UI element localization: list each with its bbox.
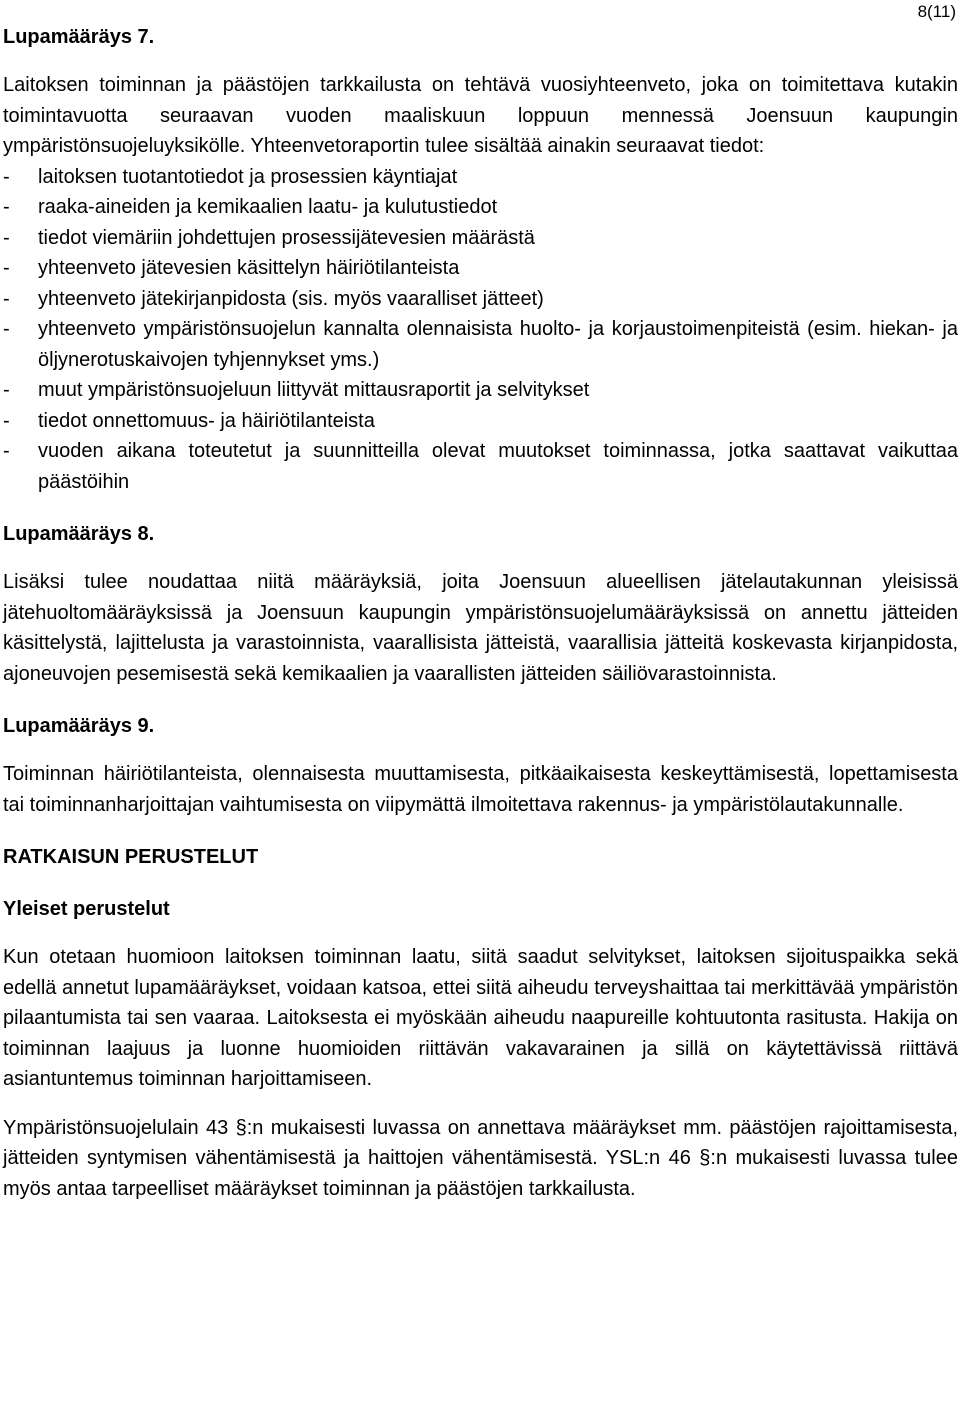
list-dash: - [3, 226, 10, 249]
list-item-text: yhteenveto ympäristönsuojelun kannalta olennaisista huolto- ja korjaustoimenpiteistä (esim. hiekan- ja öljynerotuskaivojen tyhjennykset yms.) [38, 318, 958, 371]
list-item-text: laitoksen tuotantotiedot ja prosessien käyntiajat [38, 165, 458, 188]
list-dash: - [3, 287, 10, 310]
subheading-yleiset-perustelut: Yleiset perustelut [3, 898, 170, 920]
list-item-text: tiedot onnettomuus- ja häiriötilanteista [38, 409, 375, 432]
list-item [3, 253, 958, 284]
list-item-text: muut ympäristönsuojeluun liittyvät mittausraportit ja selvitykset [38, 379, 590, 401]
perustelut-paragraph-1: Kun otetaan huomioon laitoksen toiminnan laatu, siitä saadut selvitykset, laitoksen sijoituspaikka sekä edellä annetut lupamääräykset, voidaan katsoa, ettei siitä aiheudu terveyshaittaa tai merkittävää ympäristön pilaantumista tai sen vaaraa. Laitoksesta ei myöskään aiheudu naapureille kohtuutonta rasitusta. Hakija on toiminnan laajuus ja luonne huomioiden riittävän vakavarainen ja sillä on käytettävissä riittävä asiantuntemus toiminnan harjoittamiseen. [3, 946, 958, 1090]
list-item [3, 192, 958, 223]
list-item [3, 375, 958, 406]
lupamaarays-9-heading: Lupamääräys 9. [3, 715, 155, 737]
list-item [3, 406, 958, 437]
list-item [3, 284, 958, 315]
lupamaarays-7-heading: Lupamääräys 7. [3, 26, 155, 48]
list-dash: - [3, 379, 10, 401]
lupamaarays-8-text: Lisäksi tulee noudattaa niitä määräyksiä, joita Joensuun alueellisen jätelautakunnan yleisissä jätehuoltomääräyksissä ja Joensuun kaupungin ympäristönsuojelumääräyksissä on annettu jätteiden käsittelystä, lajittelusta ja varastoinnista, vaarallisista jätteistä, vaarallisia jätteitä koskevasta kirjanpidosta, ajoneuvojen pesemisestä sekä kemikaalien ja vaarallisten jätteiden säiliövarastoinnista. [3, 571, 958, 685]
section-heading-perustelut: RATKAISUN PERUSTELUT [3, 846, 259, 868]
list-dash: - [3, 318, 10, 340]
lupamaarays-7-intro: Laitoksen toiminnan ja päästöjen tarkkailusta on tehtävä vuosiyhteenveto, joka on toimitettava kutakin toimintavuotta seuraavan vuoden maaliskuun loppuun mennessä Joensuun kaupungin ympäristönsuojeluyksikölle. Yhteenvetoraportin tulee sisältää ainakin seuraavat tiedot: [3, 74, 958, 157]
lupamaarays-8-heading: Lupamääräys 8. [3, 523, 155, 545]
list-item-text: raaka-aineiden ja kemikaalien laatu- ja kulutustiedot [38, 196, 498, 218]
report-contents-list [3, 162, 958, 498]
list-item [3, 436, 958, 497]
document-body [3, 22, 958, 1204]
list-item [3, 223, 958, 254]
list-dash: - [3, 409, 10, 432]
list-item [3, 162, 958, 193]
list-item [3, 314, 958, 375]
list-dash: - [3, 257, 10, 279]
lupamaarays-9-text: Toiminnan häiriötilanteista, olennaisesta muuttamisesta, pitkäaikaisesta keskeyttämisestä, lopettamisesta tai toiminnanharjoittajan vaihtumisesta on viipymättä ilmoitettava rakennus- ja ympäristölautakunnalle. [3, 763, 958, 816]
list-item-text: yhteenveto jätevesien käsittelyn häiriötilanteista [38, 257, 460, 279]
perustelut-paragraph-2: Ympäristönsuojelulain 43 §:n mukaisesti luvassa on annettava määräykset mm. päästöjen rajoittamisesta, jätteiden syntymisen vähentämisestä ja haittojen vähentämisestä. YSL:n 46 §:n mukaisesti luvassa tulee myös antaa tarpeelliset määräykset toiminnan ja päästöjen tarkkailusta. [3, 1116, 958, 1200]
list-dash: - [3, 165, 10, 188]
page-number: 8(11) [917, 2, 956, 21]
list-dash: - [3, 440, 10, 462]
list-item-text: tiedot viemäriin johdettujen prosessijätevesien määrästä [38, 226, 535, 249]
list-item-text: vuoden aikana toteutetut ja suunnitteilla olevat muutokset toiminnassa, jotka saattavat vaikuttaa päästöihin [38, 440, 958, 493]
list-item-text: yhteenveto jätekirjanpidosta (sis. myös vaaralliset jätteet) [38, 287, 544, 310]
list-dash: - [3, 196, 10, 218]
